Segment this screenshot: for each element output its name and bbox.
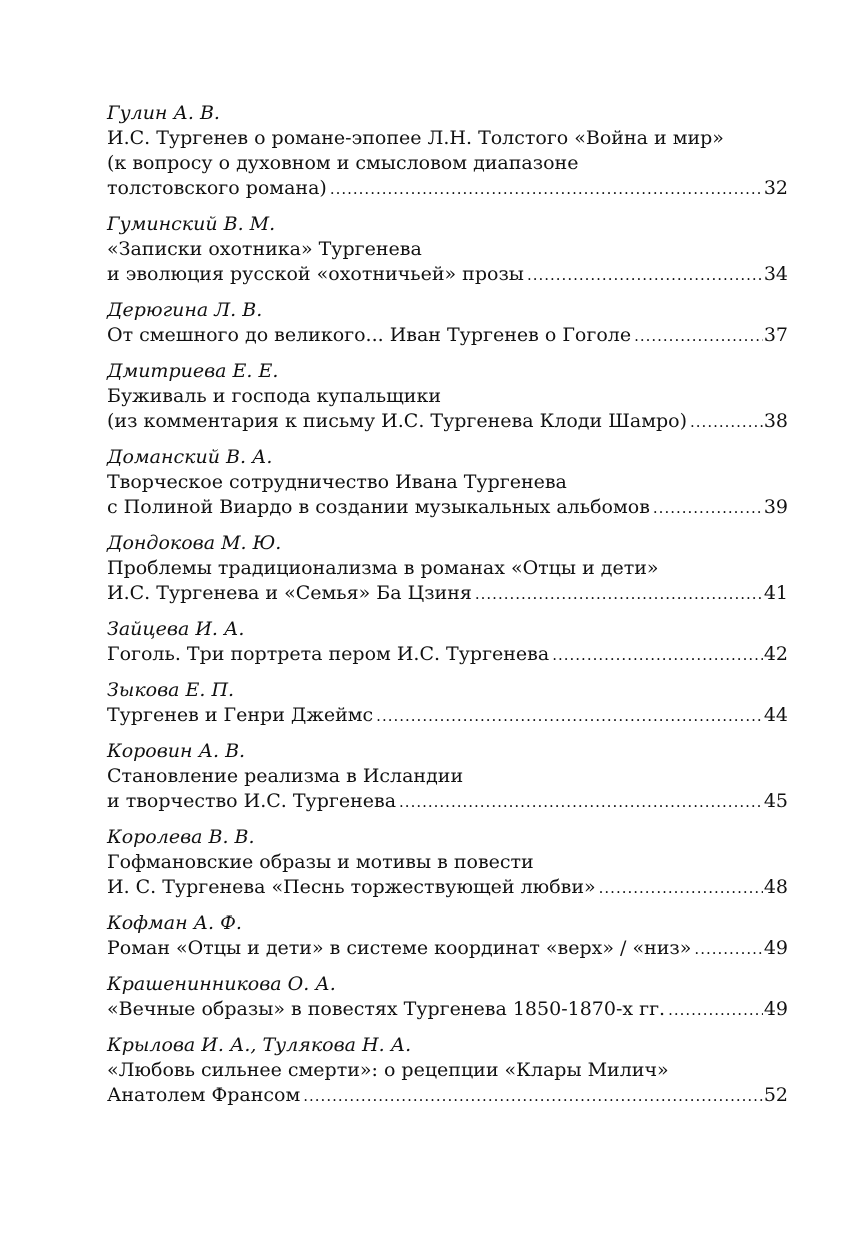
dot-leader: [527, 263, 763, 288]
dot-leader: [475, 582, 763, 607]
entry-title-line: И.С. Тургенева и «Семья» Ба Цзиня: [107, 582, 472, 604]
toc-entry: [107, 298, 788, 349]
dot-leader: [690, 410, 763, 435]
entry-title-last-line: [107, 936, 788, 962]
page-number: 37: [763, 324, 788, 346]
page-number: 32: [763, 177, 788, 199]
entry-title-last-line: [107, 1083, 788, 1109]
entry-title-last-line: [107, 409, 788, 435]
entry-title-line: Буживаль и господа купальщики: [107, 385, 441, 407]
entry-title-line: Гоголь. Три портрета пером И.С. Тургенева: [107, 643, 550, 665]
entry-title-last-line: [107, 495, 788, 521]
entry-author: Зыкова Е. П.: [107, 679, 235, 701]
toc-entry: [107, 101, 788, 202]
entry-title-line: «Вечные образы» в повестях Тургенева 1850-1870-х гг.: [107, 998, 666, 1020]
table-of-contents: [107, 101, 788, 1119]
entry-author: Доманский В. А.: [107, 446, 273, 468]
entry-author: Крылова И. А., Тулякова Н. А.: [107, 1034, 412, 1056]
entry-title-last-line: [107, 997, 788, 1023]
entry-author: Коровин А. В.: [107, 740, 246, 762]
dot-leader: [303, 1084, 763, 1109]
toc-entry: [107, 911, 788, 962]
entry-title-line: с Полиной Виардо в создании музыкальных альбомов: [107, 496, 650, 518]
dot-leader: [668, 998, 763, 1023]
toc-entry: [107, 531, 788, 607]
toc-entry: [107, 825, 788, 901]
toc-entry: [107, 972, 788, 1023]
entry-title-last-line: [107, 789, 788, 815]
entry-author: Крашенинникова О. А.: [107, 973, 336, 995]
entry-title-last-line: [107, 703, 788, 729]
entry-title-line: толстовского романа): [107, 177, 327, 199]
dot-leader: [634, 324, 763, 349]
entry-title-line: Проблемы традиционализма в романах «Отцы и дети»: [107, 557, 659, 579]
entry-title-last-line: [107, 323, 788, 349]
toc-entry: [107, 617, 788, 668]
page-number: 49: [763, 937, 788, 959]
page-number: 48: [763, 876, 788, 898]
entry-author: Гуминский В. М.: [107, 213, 276, 235]
toc-entry: [107, 359, 788, 435]
entry-title-line: Становление реализма в Исландии: [107, 765, 464, 787]
entry-author: Кофман А. Ф.: [107, 912, 242, 934]
entry-author: Дерюгина Л. В.: [107, 299, 263, 321]
toc-entry: [107, 739, 788, 815]
entry-title-line: Творческое сотрудничество Ивана Тургенева: [107, 471, 567, 493]
entry-title-line: И.С. Тургенев о романе-эпопее Л.Н. Толстого «Война и мир»: [107, 127, 724, 149]
page-number: 45: [763, 790, 788, 812]
entry-title-line: и творчество И.С. Тургенева: [107, 790, 397, 812]
page-number: 41: [763, 582, 788, 604]
dot-leader: [552, 643, 763, 668]
entry-title-line: Роман «Отцы и дети» в системе координат «верх» / «низ»: [107, 937, 692, 959]
dot-leader: [653, 496, 763, 521]
entry-author: Королева В. В.: [107, 826, 255, 848]
entry-title-line: И. С. Тургенева «Песнь торжествующей любви»: [107, 876, 596, 898]
entry-title-line: «Записки охотника» Тургенева: [107, 238, 422, 260]
entry-author: Зайцева И. А.: [107, 618, 245, 640]
entry-title-line: (из комментария к письму И.С. Тургенева Клоди Шамро): [107, 410, 688, 432]
dot-leader: [399, 790, 763, 815]
page-number: 38: [763, 410, 788, 432]
page-number: 39: [763, 496, 788, 518]
dot-leader: [599, 876, 763, 901]
entry-title-line: Гофмановские образы и мотивы в повести: [107, 851, 534, 873]
entry-title-line: Анатолем Франсом: [107, 1084, 301, 1106]
dot-leader: [330, 177, 763, 202]
entry-title-last-line: [107, 262, 788, 288]
toc-entry: [107, 1033, 788, 1109]
entry-title-last-line: [107, 581, 788, 607]
entry-title-line: От смешного до великого... Иван Тургенев о Гоголе: [107, 324, 632, 346]
dot-leader: [694, 937, 762, 962]
page-number: 52: [763, 1084, 788, 1106]
entry-title-line: «Любовь сильнее смерти»: о рецепции «Клары Милич»: [107, 1059, 669, 1081]
entry-title-last-line: [107, 875, 788, 901]
entry-title-line: (к вопросу о духовном и смысловом диапазоне: [107, 152, 579, 174]
entry-title-line: Тургенев и Генри Джеймс: [107, 704, 374, 726]
entry-author: Гулин А. В.: [107, 102, 220, 124]
page-number: 34: [763, 263, 788, 285]
toc-entry: [107, 212, 788, 288]
toc-entry: [107, 678, 788, 729]
toc-entry: [107, 445, 788, 521]
entry-title-last-line: [107, 642, 788, 668]
entry-author: Дмитриева Е. Е.: [107, 360, 279, 382]
page-number: 42: [763, 643, 788, 665]
dot-leader: [376, 704, 763, 729]
entry-author: Дондокова М. Ю.: [107, 532, 282, 554]
entry-title-line: и эволюция русской «охотничьей» прозы: [107, 263, 524, 285]
page-number: 44: [763, 704, 788, 726]
page-number: 49: [763, 998, 788, 1020]
entry-title-last-line: [107, 176, 788, 202]
